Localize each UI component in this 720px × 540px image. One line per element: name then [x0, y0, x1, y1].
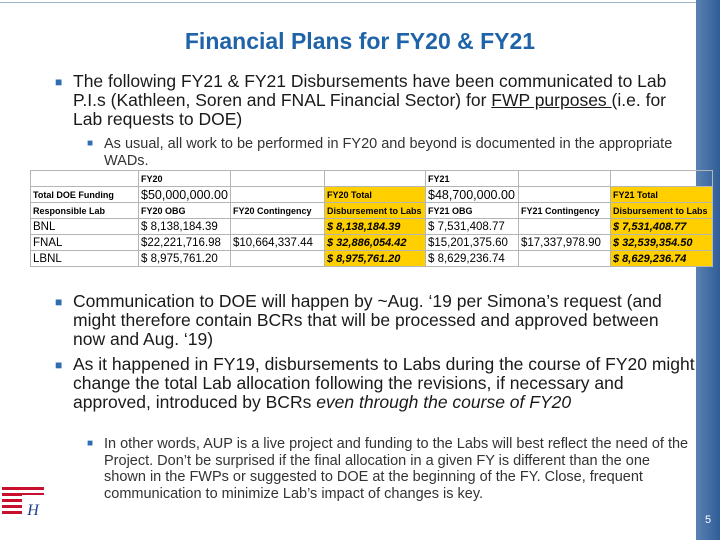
cell-fy21-contingency — [519, 219, 611, 235]
fy21-total-header-1: FY21 Total — [611, 187, 713, 203]
bullet-square-icon: ■ — [55, 295, 63, 309]
cell-fy21-total: $ 7,531,408.77 — [611, 219, 713, 235]
bullet-fy19-changes-italic: even through the course of FY20 — [316, 392, 572, 412]
bullet-disbursements — [55, 71, 695, 129]
cell-lab: BNL — [31, 219, 139, 235]
table-header-row — [31, 203, 713, 219]
slide-title: Financial Plans for FY20 & FY21 — [184, 28, 536, 54]
fwp-purposes-text: FWP purposes — [491, 90, 612, 110]
header-lab: Responsible Lab — [31, 203, 139, 219]
cell-fy21-obg: $ 8,629,236.74 — [426, 251, 519, 267]
sub-bullet-wads — [87, 136, 694, 169]
total-funding-label: Total DOE Funding — [31, 187, 139, 203]
fy20-total-header-1: FY20 Total — [325, 187, 426, 203]
table-row — [31, 235, 713, 251]
cell-lab: LBNL — [31, 251, 139, 267]
fy21-label: FY21 — [426, 171, 519, 187]
bullet-fy19-changes — [55, 354, 695, 412]
sub-bullet-live-project — [87, 436, 694, 502]
table-row — [31, 219, 713, 235]
bullet-fy19-changes-lead: As it happened in FY19, disbursements to Labs during the course of FY20 might change the total Lab allocation following the revisions, if necessary and approved, introduced by BCRs — [73, 354, 695, 412]
lab-logo-icon — [0, 485, 48, 525]
top-rule — [0, 2, 720, 3]
total-fy20-value: $50,000,000.00 — [139, 187, 231, 203]
header-fy21-obg: FY21 OBG — [426, 203, 519, 219]
sub-bullet-live-project-text: In other words, AUP is a live project and funding to the Labs will best reflect the need of the Project. Don’t be surprised if the final allocation in a given FY is different than the one shown in the FWPs or suggested to DOE at the beginning of the FY. Close, frequent communication to minimize Lab’s impact of changes is key. — [104, 436, 689, 502]
cell-fy20-total: $ 32,886,054.42 — [325, 235, 426, 251]
cell-fy21-obg: $15,201,375.60 — [426, 235, 519, 251]
bullet-square-icon: ■ — [55, 358, 63, 372]
logo-letter: H — [27, 502, 39, 519]
bullet-doe-communication — [55, 291, 695, 349]
bullet-square-icon: ■ — [87, 138, 94, 149]
cell-fy20-obg: $ 8,138,184.39 — [139, 219, 231, 235]
cell-fy21-total: $ 8,629,236.74 — [611, 251, 713, 267]
cell-fy20-contingency — [231, 219, 325, 235]
cell-lab: FNAL — [31, 235, 139, 251]
sub-bullet-wads-text: As usual, all work to be performed in FY20 and beyond is documented in the appropriate WADs. — [104, 136, 673, 169]
fy20-label: FY20 — [139, 171, 231, 187]
table-row — [31, 171, 713, 187]
bullet-square-icon: ■ — [55, 75, 63, 89]
financial-table — [30, 170, 713, 267]
cell-fy21-contingency: $17,337,978.90 — [519, 235, 611, 251]
table-row — [31, 187, 713, 203]
cell-fy20-contingency — [231, 251, 325, 267]
right-accent-bar — [696, 0, 720, 540]
cell-fy20-obg: $ 8,975,761.20 — [139, 251, 231, 267]
cell-fy21-obg: $ 7,531,408.77 — [426, 219, 519, 235]
header-fy21-total: Disbursement to Labs — [611, 203, 713, 219]
cell-fy20-total: $ 8,975,761.20 — [325, 251, 426, 267]
cell-fy21-total: $ 32,539,354.50 — [611, 235, 713, 251]
header-fy20-contingency: FY20 Contingency — [231, 203, 325, 219]
cell-fy20-contingency: $10,664,337.44 — [231, 235, 325, 251]
total-fy21-value: $48,700,000.00 — [426, 187, 519, 203]
bullet-square-icon: ■ — [87, 438, 94, 449]
cell-fy20-obg: $22,221,716.98 — [139, 235, 231, 251]
bullet-disbursements-tail: (i.e. for Lab requests to DOE) — [73, 90, 667, 129]
bullet-doe-communication-text: Communication to DOE will happen by ~Aug. ‘19 per Simona’s request (and might therefore contain BCRs that will be processed and approved between now and Aug. ‘19) — [73, 291, 662, 349]
cell-fy21-contingency — [519, 251, 611, 267]
header-fy20-obg: FY20 OBG — [139, 203, 231, 219]
bullet-disbursements-lead: The following FY21 & FY21 Disbursements have been communicated to Lab P.I.s (Kathleen, Soren and FNAL Financial Sector) for — [73, 71, 667, 110]
page-number: 5 — [704, 514, 712, 526]
table-row — [31, 251, 713, 267]
header-fy20-total: Disbursement to Labs — [325, 203, 426, 219]
header-fy21-contingency: FY21 Contingency — [519, 203, 611, 219]
cell-fy20-total: $ 8,138,184.39 — [325, 219, 426, 235]
